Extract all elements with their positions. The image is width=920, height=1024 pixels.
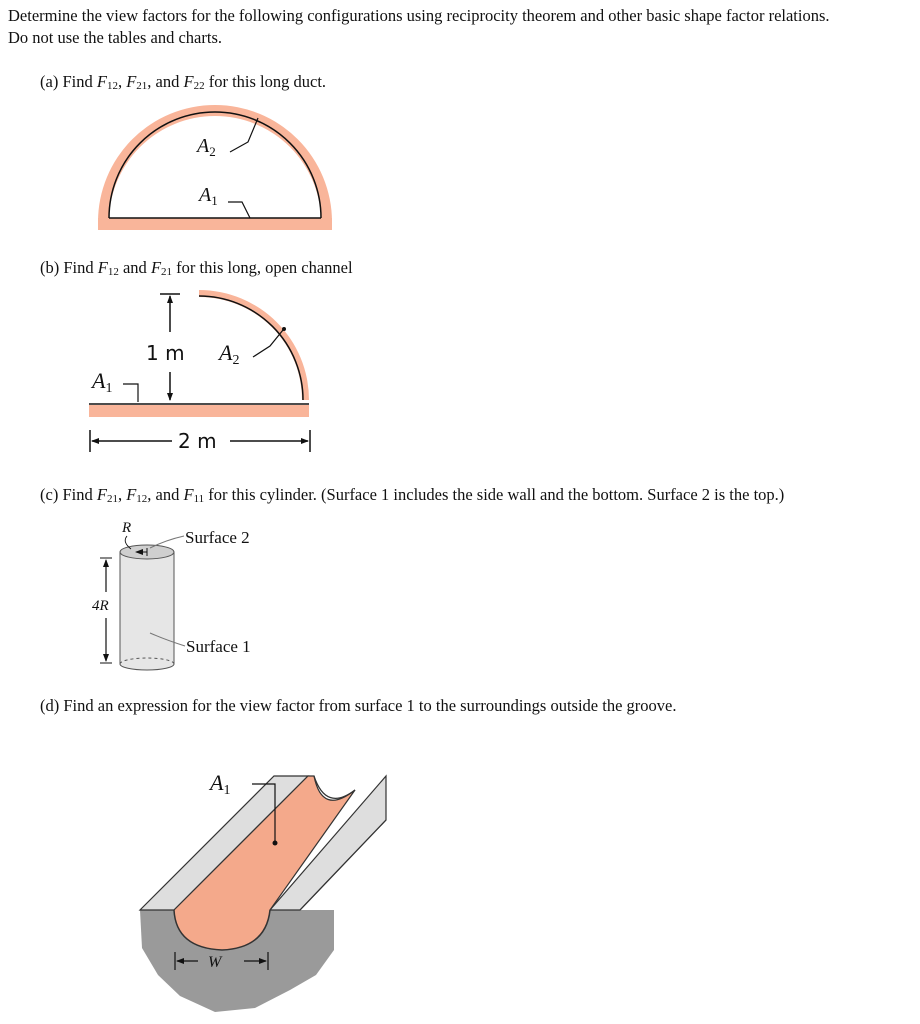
- part-c-f12: F12: [126, 485, 148, 505]
- part-d-tag: (d): [40, 696, 60, 715]
- channel-inner-arc: [199, 296, 303, 400]
- part-a-rest: for this long duct.: [208, 72, 327, 91]
- part-b-f12: F12: [97, 258, 119, 278]
- part-b-and: and: [122, 258, 147, 277]
- surface2-label: Surface 2: [185, 528, 250, 547]
- channel-width-label: 2 m: [178, 429, 217, 453]
- part-d-text: Find an expression for the view factor from surface 1 to the surroundings outside the groove.: [63, 696, 677, 715]
- channel-outer-arc: [199, 290, 309, 400]
- figure-d-groove: [140, 776, 386, 1012]
- cylinder-body: [120, 552, 174, 664]
- intro-line-2: Do not use the tables and charts.: [8, 28, 222, 47]
- channel-height-label: 1 m: [146, 341, 185, 365]
- intro-line-1: Determine the view factors for the following configurations using reciprocity theorem and other basic shape factor relations.: [8, 6, 830, 25]
- groove-w-label: W: [208, 954, 222, 971]
- part-a-find: Find: [62, 72, 93, 91]
- surface1-label: Surface 1: [186, 637, 251, 656]
- channel-a1-label: A1: [92, 368, 113, 396]
- cylinder-bottom-front: [120, 664, 174, 670]
- part-c-f11: F11: [183, 485, 205, 505]
- part-c-rest: for this cylinder. (Surface 1 includes the side wall and the bottom. Surface 2 is the top.): [208, 485, 785, 504]
- part-a-sep2: , and: [147, 72, 180, 91]
- channel-floor: [89, 405, 309, 417]
- channel-a1-leader: [123, 384, 138, 402]
- part-c-sep1: ,: [117, 485, 123, 504]
- part-a-f22: F22: [183, 72, 205, 92]
- figure-c-cylinder: [100, 536, 185, 670]
- duct-a1-label: $A_1$: [199, 184, 218, 208]
- duct-a1-leader: [228, 202, 250, 218]
- figure-a-duct: [98, 105, 332, 230]
- groove-a1-label: A1: [210, 770, 231, 798]
- figure-b-channel: [89, 290, 310, 452]
- part-c-find: Find: [62, 485, 93, 504]
- part-a-tag: (a): [40, 72, 59, 91]
- cylinder-height-label: 4R: [92, 598, 109, 614]
- part-b-f21: F21: [150, 258, 173, 278]
- duct-floor: [98, 218, 332, 230]
- part-a-f21: F21: [126, 72, 148, 92]
- part-a-f12: F12: [96, 72, 118, 92]
- part-b-find: Find: [63, 258, 94, 277]
- part-a-sep1: ,: [117, 72, 123, 91]
- groove-a1-dot: [273, 841, 278, 846]
- channel-a2-label: A2: [219, 340, 240, 368]
- part-c-sep2: , and: [147, 485, 180, 504]
- part-c-f21: F21: [96, 485, 118, 505]
- channel-a2-dot: [282, 327, 286, 331]
- duct-a2-label: $A_2$: [197, 135, 216, 159]
- part-b-rest: for this long, open channel: [176, 258, 353, 277]
- part-c-tag: (c): [40, 485, 59, 504]
- part-b-tag: (b): [40, 258, 60, 277]
- cylinder-radius-label: R: [122, 520, 132, 536]
